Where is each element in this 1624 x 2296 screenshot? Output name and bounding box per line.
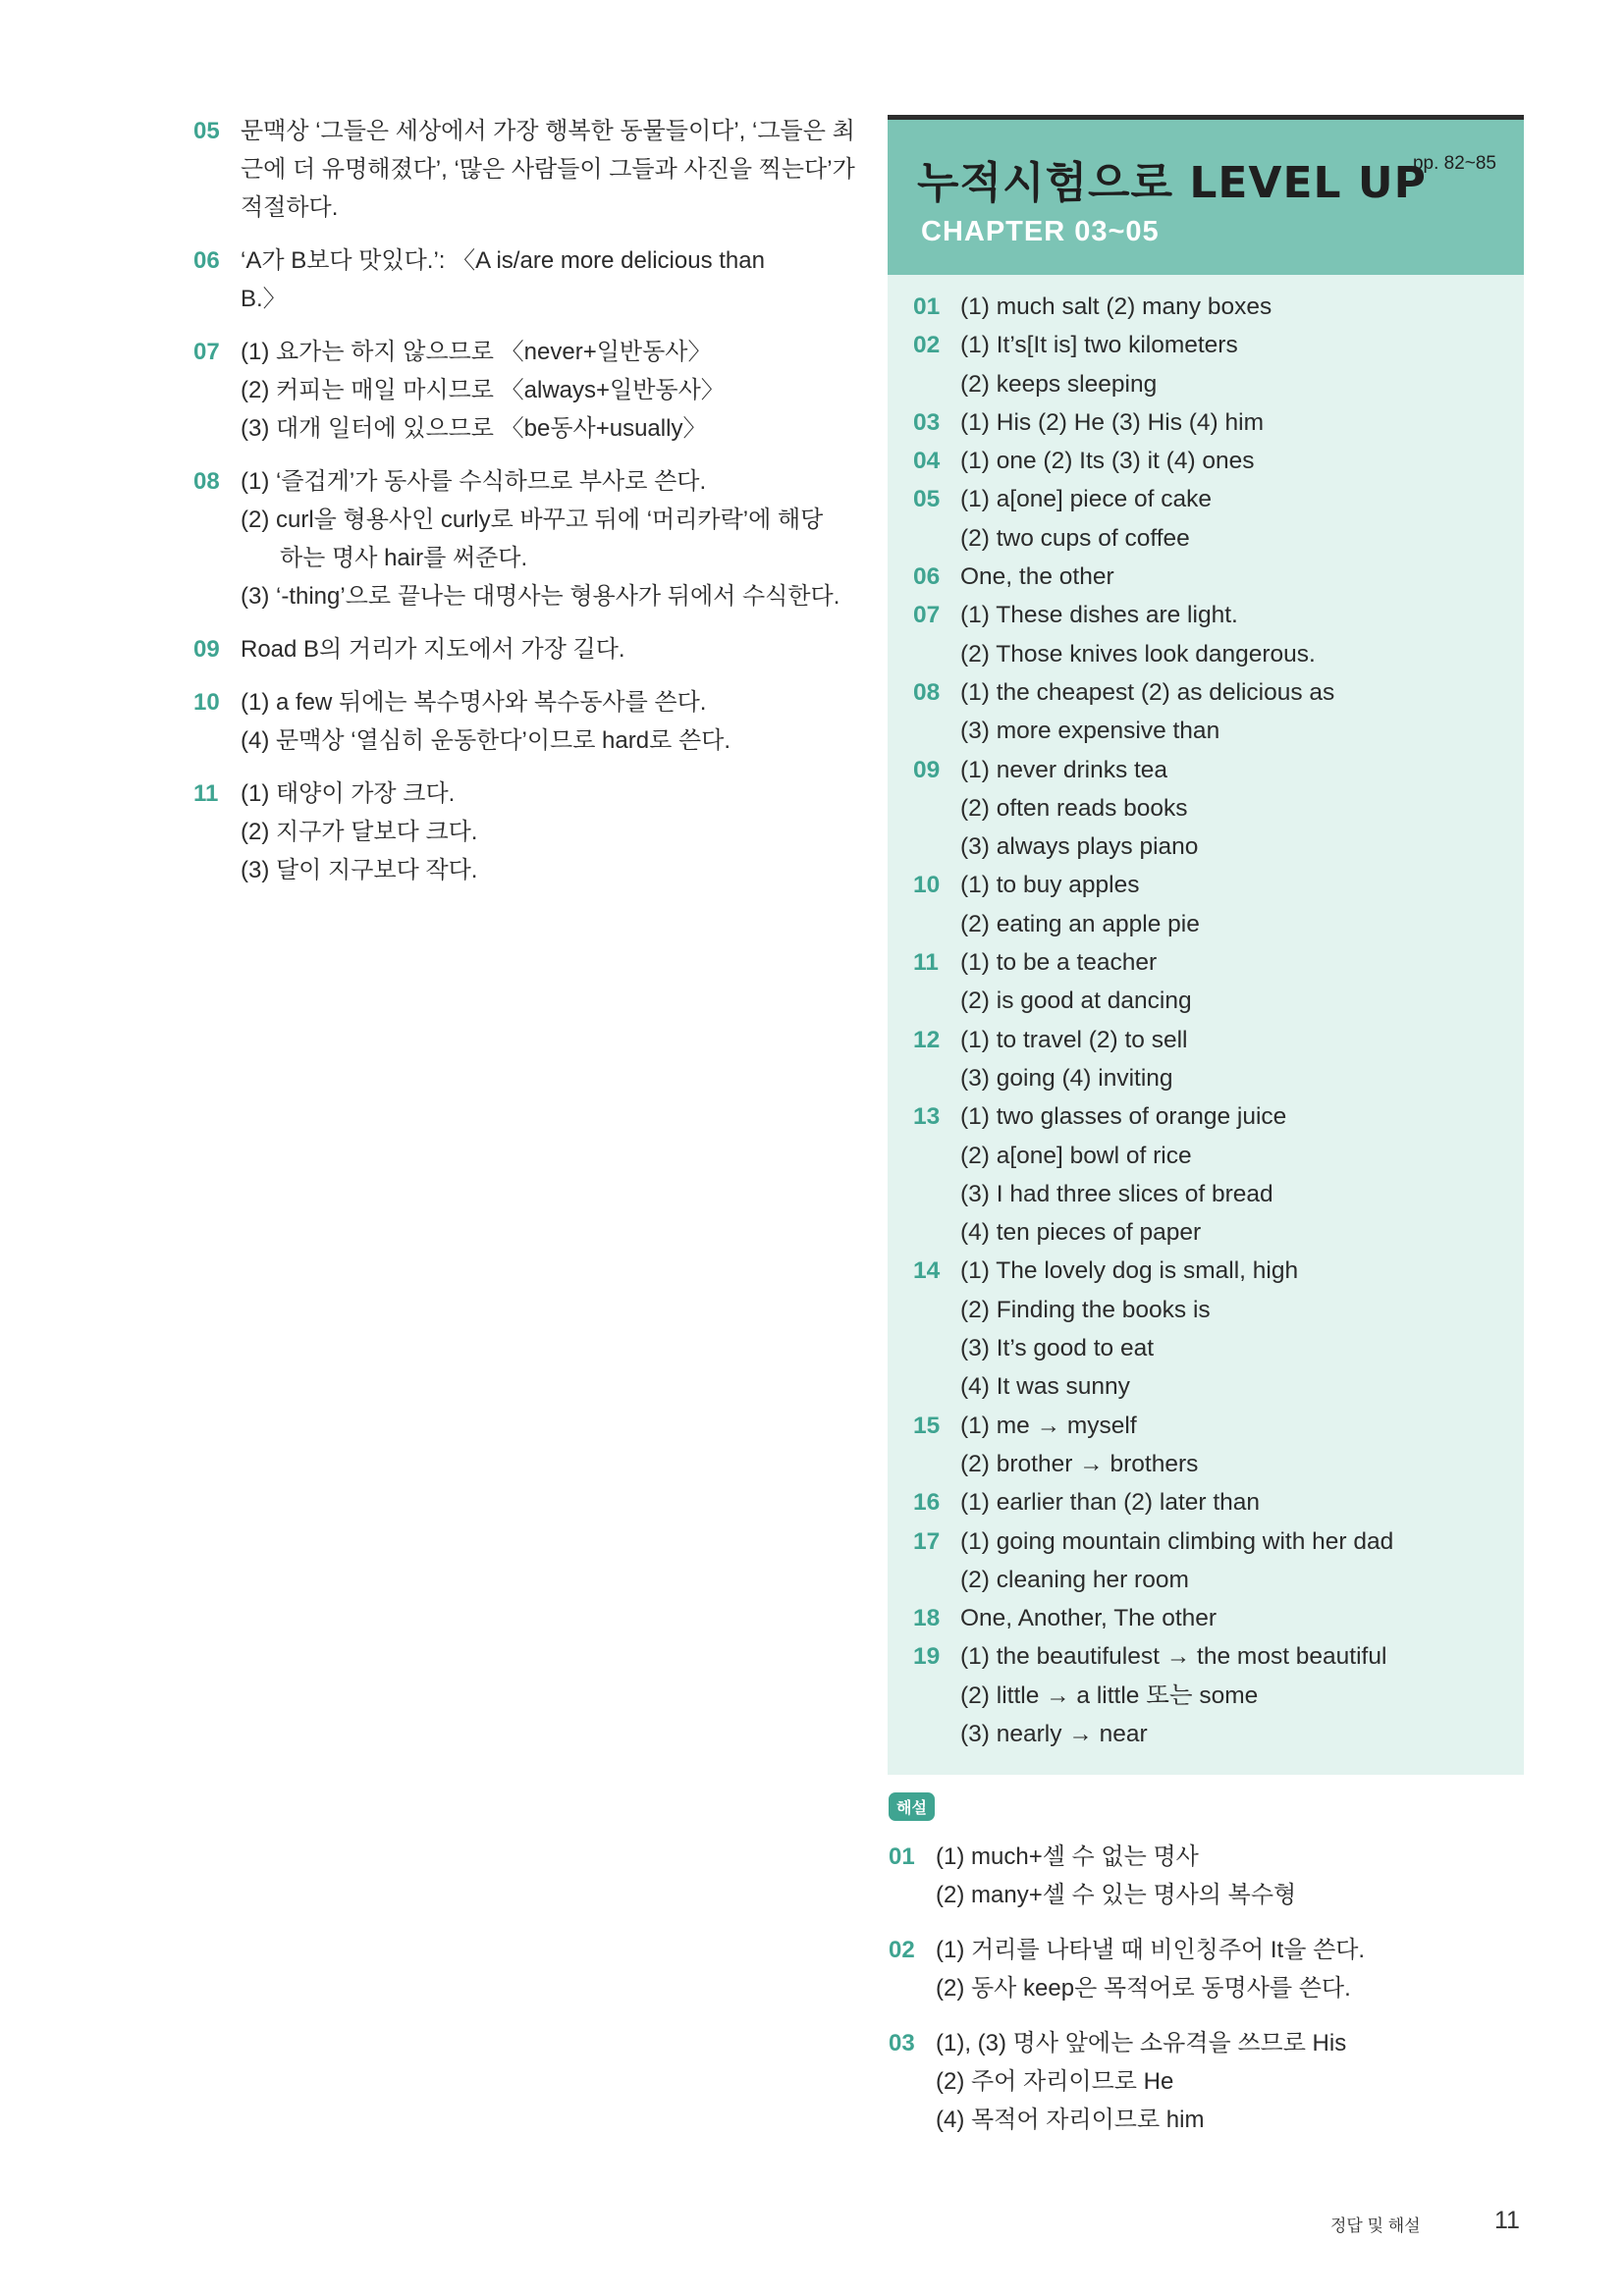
explanation-number: 01 xyxy=(889,1843,915,1870)
answer-line: (2) Those knives look dangerous. xyxy=(960,640,1316,667)
left-explanation-item xyxy=(193,241,832,318)
footer-label: 정답 및 해설 xyxy=(1330,2216,1421,2235)
answer-line: (2) two cups of coffee xyxy=(960,524,1190,552)
left-explanation-item xyxy=(193,112,855,227)
answer-line: (1) the beautifulest → the most beautiful xyxy=(960,1643,1387,1671)
left-explanation-line: 하는 명사 hair를 써준다. xyxy=(280,545,528,571)
explanation-line: (1) much+셀 수 없는 명사 xyxy=(936,1843,1199,1870)
answer-line: (3) going (4) inviting xyxy=(960,1064,1173,1092)
left-explanation-line: (2) curl을 형용사인 curly로 바꾸고 뒤에 ‘머리카락’에 해당 xyxy=(241,507,824,533)
explanation-line: (2) 주어 자리이므로 He xyxy=(936,2068,1174,2095)
answer-line: (1) to buy apples xyxy=(960,872,1140,899)
answer-item xyxy=(913,1407,1512,1484)
answer-number: 10 xyxy=(913,872,941,899)
left-explanation-line: (1) 태양이 가장 크다. xyxy=(241,780,456,807)
box-header xyxy=(888,115,1524,275)
answer-item xyxy=(913,326,1512,403)
answer-number: 19 xyxy=(913,1643,941,1671)
answer-item xyxy=(913,480,1512,558)
answer-line: (4) ten pieces of paper xyxy=(960,1219,1202,1247)
answer-line: (1) to travel (2) to sell xyxy=(960,1026,1188,1053)
answer-line: (1) The lovely dog is small, high xyxy=(960,1257,1299,1285)
answer-line: (1) one (2) Its (3) it (4) ones xyxy=(960,448,1255,475)
left-explanation-number: 09 xyxy=(193,636,220,663)
left-explanation-line: 근에 더 유명해졌다’, ‘많은 사람들이 그들과 사진을 찍는다’가 xyxy=(241,156,855,183)
answer-line: One, the other xyxy=(960,563,1114,591)
left-explanation-line: (2) 지구가 달보다 크다. xyxy=(241,819,478,845)
left-explanation-item xyxy=(193,462,840,615)
answer-item xyxy=(913,751,1512,867)
answer-item xyxy=(913,1599,1512,1637)
explanation-line: (1), (3) 명사 앞에는 소유격을 쓰므로 His xyxy=(936,2030,1347,2056)
answer-item xyxy=(913,558,1512,596)
answer-number: 05 xyxy=(913,486,941,513)
answer-number: 15 xyxy=(913,1412,941,1439)
explanation-line: (2) 동사 keep은 목적어로 동명사를 쓴다. xyxy=(936,1975,1351,2002)
left-explanation-item xyxy=(193,630,832,668)
answer-line: (2) little → a little 또는 some xyxy=(960,1682,1259,1709)
left-explanations xyxy=(193,112,855,904)
left-explanation-line: (3) ‘-thing’으로 끝나는 대명사는 형용사가 뒤에서 수식한다. xyxy=(241,583,840,610)
answer-line: (2) brother → brothers xyxy=(960,1450,1199,1477)
answer-item xyxy=(913,442,1512,480)
left-explanation-line: (2) 커피는 매일 마시므로 〈always+일반동사〉 xyxy=(241,377,725,403)
explanation-line: (2) many+셀 수 있는 명사의 복수형 xyxy=(936,1882,1297,1908)
answer-number: 16 xyxy=(913,1489,941,1517)
explanation-badge: 해설 xyxy=(889,1792,935,1821)
answer-line: (1) to be a teacher xyxy=(960,949,1158,977)
answer-number: 09 xyxy=(913,756,941,783)
answer-number: 04 xyxy=(913,448,941,475)
answer-number: 02 xyxy=(913,332,941,359)
page-range: pp. 82~85 xyxy=(1412,153,1496,174)
answer-line: (1) It’s[It is] two kilometers xyxy=(960,332,1238,359)
answer-item xyxy=(913,1637,1512,1753)
answer-line: (3) nearly → near xyxy=(960,1720,1148,1747)
left-explanation-number: 05 xyxy=(193,118,220,144)
left-explanation-number: 06 xyxy=(193,247,220,274)
answer-line: (2) keeps sleeping xyxy=(960,370,1158,398)
answer-line: (3) always plays piano xyxy=(960,833,1199,861)
answer-list xyxy=(913,288,1512,1753)
left-explanation-line: B.〉 xyxy=(241,286,287,312)
answer-line: (3) more expensive than xyxy=(960,718,1220,745)
left-explanation-number: 11 xyxy=(193,780,219,807)
answer-number: 07 xyxy=(913,602,941,629)
answer-line: (1) me → myself xyxy=(960,1412,1137,1439)
answer-line: (1) the cheapest (2) as delicious as xyxy=(960,678,1335,706)
answer-number: 03 xyxy=(913,408,941,436)
left-explanation-item xyxy=(193,774,832,889)
left-explanation-line: Road B의 거리가 지도에서 가장 길다. xyxy=(241,636,625,663)
left-explanation-line: 적절하다. xyxy=(241,194,339,221)
answer-number: 18 xyxy=(913,1605,941,1632)
left-explanation-line: 문맥상 ‘그들은 세상에서 가장 행복한 동물들이다’, ‘그들은 최 xyxy=(241,118,855,144)
left-explanation-item xyxy=(193,683,832,760)
answer-line: (4) It was sunny xyxy=(960,1373,1130,1401)
answer-line: (1) much salt (2) many boxes xyxy=(960,294,1272,320)
answer-item xyxy=(913,1522,1512,1600)
answer-number: 06 xyxy=(913,563,941,591)
answer-line: (2) eating an apple pie xyxy=(960,910,1200,937)
explanation-number: 03 xyxy=(889,2030,915,2056)
answer-item xyxy=(913,866,1512,943)
answer-line: (3) It’s good to eat xyxy=(960,1335,1155,1362)
left-explanation-line: (1) ‘즐겁게’가 동사를 수식하므로 부사로 쓴다. xyxy=(241,468,707,495)
answer-line: One, Another, The other xyxy=(960,1605,1218,1632)
answer-box xyxy=(888,115,1524,1775)
answer-line: (1) a[one] piece of cake xyxy=(960,486,1213,513)
answer-item xyxy=(913,1252,1512,1406)
explanation-number: 02 xyxy=(889,1937,915,1963)
answer-line: (2) often reads books xyxy=(960,794,1188,822)
answer-item xyxy=(913,673,1512,751)
answer-line: (1) His (2) He (3) His (4) him xyxy=(960,408,1264,436)
left-explanation-line: (3) 달이 지구보다 작다. xyxy=(241,857,478,883)
answer-item xyxy=(913,1021,1512,1098)
explanation-line: (4) 목적어 자리이므로 him xyxy=(936,2107,1205,2133)
left-explanation-line: (1) a few 뒤에는 복수명사와 복수동사를 쓴다. xyxy=(241,689,707,716)
left-explanation-number: 08 xyxy=(193,468,220,495)
left-explanation-line: (4) 문맥상 ‘열심히 운동한다’이므로 hard로 쓴다. xyxy=(241,727,731,754)
answer-line: (2) a[one] bowl of rice xyxy=(960,1142,1192,1169)
explanation-item xyxy=(889,2024,1527,2139)
left-explanation-line: ‘A가 B보다 맛있다.’: 〈A is/are more delicious than xyxy=(241,247,765,274)
page-number: 11 xyxy=(1494,2207,1520,2234)
answer-line: (3) I had three slices of bread xyxy=(960,1180,1273,1207)
answer-item xyxy=(913,288,1512,326)
answer-line: (1) going mountain climbing with her dad xyxy=(960,1527,1394,1555)
left-explanation-number: 10 xyxy=(193,689,220,716)
explanation-item xyxy=(889,1931,1527,2007)
left-explanation-line: (3) 대개 일터에 있으므로 〈be동사+usually〉 xyxy=(241,415,707,442)
answer-item xyxy=(913,943,1512,1021)
answer-number: 08 xyxy=(913,678,941,706)
answer-number: 13 xyxy=(913,1103,941,1131)
explanation-item xyxy=(889,1838,1527,1914)
answer-number: 01 xyxy=(913,294,941,320)
left-explanation-item xyxy=(193,333,832,448)
answer-item xyxy=(913,1097,1512,1252)
answer-number: 11 xyxy=(913,949,939,977)
box-title: 누적시험으로 LEVEL UP xyxy=(917,158,1427,208)
answer-number: 12 xyxy=(913,1026,941,1053)
answer-line: (2) cleaning her room xyxy=(960,1566,1189,1593)
chapter-label: CHAPTER 03~05 xyxy=(921,216,1160,247)
answer-item xyxy=(913,596,1512,673)
answer-line: (1) never drinks tea xyxy=(960,756,1168,783)
answer-line: (1) These dishes are light. xyxy=(960,602,1238,629)
answer-line: (1) earlier than (2) later than xyxy=(960,1489,1261,1517)
answer-line: (2) is good at dancing xyxy=(960,988,1192,1015)
answer-line: (2) Finding the books is xyxy=(960,1296,1211,1323)
answer-line: (1) two glasses of orange juice xyxy=(960,1103,1287,1131)
answer-item xyxy=(913,403,1512,442)
answer-item xyxy=(913,1483,1512,1522)
answer-number: 17 xyxy=(913,1527,941,1555)
explanation-list xyxy=(889,1838,1527,2156)
left-explanation-number: 07 xyxy=(193,339,220,365)
left-explanation-line: (1) 요가는 하지 않으므로 〈never+일반동사〉 xyxy=(241,339,712,365)
explanation-line: (1) 거리를 나타낼 때 비인칭주어 It을 쓴다. xyxy=(936,1937,1366,1963)
answer-number: 14 xyxy=(913,1257,941,1285)
